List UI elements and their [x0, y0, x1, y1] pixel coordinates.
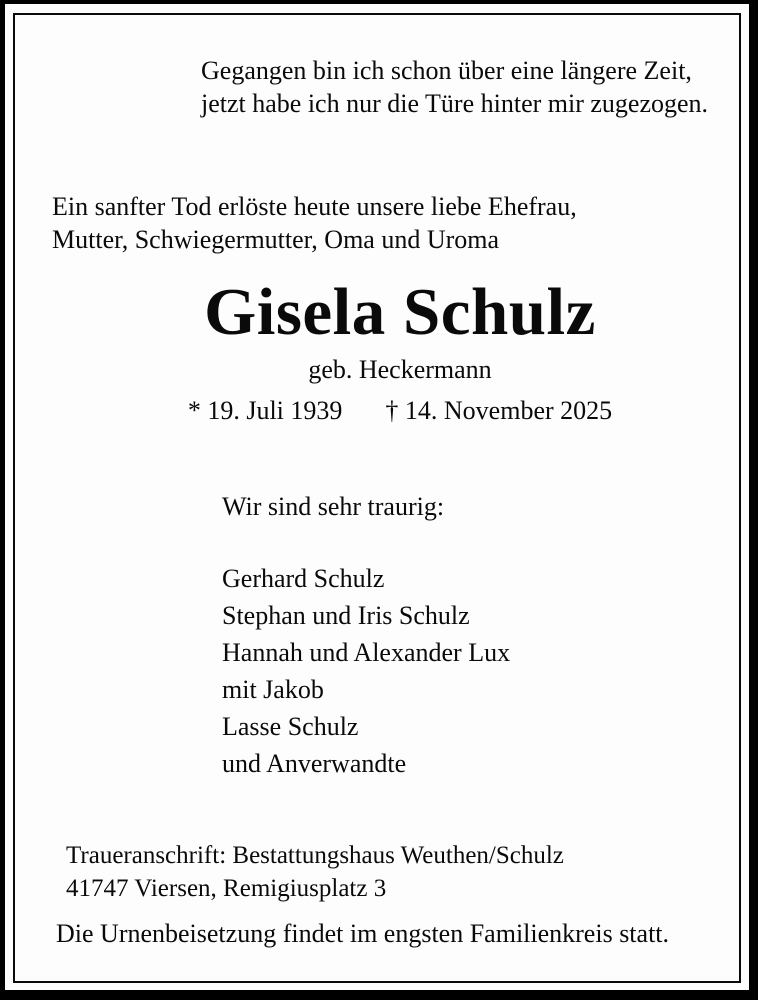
maiden-name: geb. Heckermann [308, 355, 492, 384]
epigraph-line: Gegangen bin ich schon über eine längere Zeit, [201, 56, 692, 85]
obituary-page [5, 4, 749, 990]
condolence-address [66, 839, 564, 905]
condolence-address-line: Traueranschrift: Bestattungshaus Weuthen/Schulz [66, 842, 564, 869]
mourner-name: Lasse Schulz [222, 712, 359, 741]
intro-paragraph [52, 190, 577, 256]
mourner-name: Gerhard Schulz [222, 564, 385, 593]
condolence-address-line: 41747 Viersen, Remigiusplatz 3 [66, 875, 387, 902]
inner-border-frame [13, 13, 741, 983]
intro-line: Ein sanfter Tod erlöste heute unsere liebe Ehefrau, [52, 192, 577, 221]
obituary-content [15, 15, 739, 981]
mourners-list [222, 560, 510, 782]
mourner-name: und Anverwandte [222, 749, 407, 778]
epigraph-line: jetzt habe ich nur die Türe hinter mir zugezogen. [201, 89, 709, 118]
intro-line: Mutter, Schwiegermutter, Oma und Uroma [52, 225, 500, 254]
life-dates [65, 394, 735, 427]
death-date: † 14. November 2025 [385, 396, 613, 425]
epigraph [201, 54, 708, 120]
mourner-name: mit Jakob [222, 675, 324, 704]
mourner-name: Hannah und Alexander Lux [222, 638, 511, 667]
deceased-name: Gisela Schulz [204, 275, 596, 349]
mourner-name: Stephan und Iris Schulz [222, 601, 470, 630]
mourning-intro: Wir sind sehr traurig: [222, 492, 445, 521]
birth-date: * 19. Juli 1939 [187, 396, 343, 425]
funeral-note: Die Urnenbeisetzung findet im engsten Familienkreis statt. [56, 919, 670, 948]
